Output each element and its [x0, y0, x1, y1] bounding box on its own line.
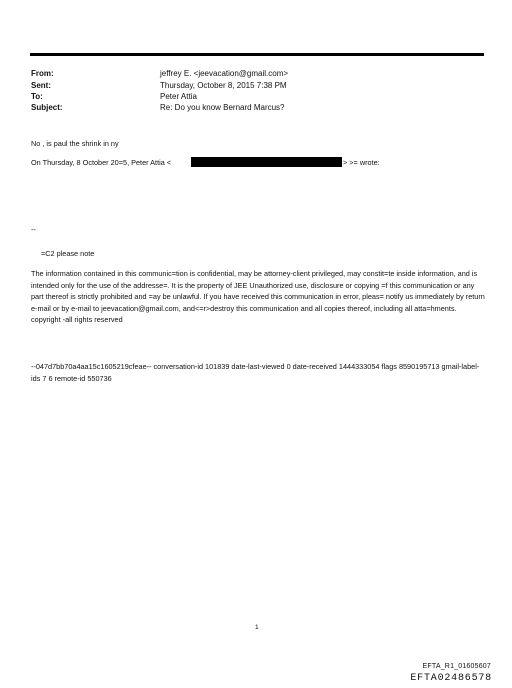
confidentiality-disclaimer: The information contained in this communic=tion is confidential, may be attorney-client privileged, may constit=te inside information, and is intended only for the use of the addresse=. It is the property of JEE Unauthorized use, disclosure or copying =f this communication or any part thereof is strictly prohibited and =ay be unlawful. If you have received this communication in error, pleas= notify us immediately by return e-mail or by e-mail to jeevacation@gmail.com, and<=r>destroy this communication and all copies thereof, including all atta=hments. copyright -all rights reserved: [31, 269, 485, 325]
message-metadata: --047d7bb70a4aa15c1605219cfeae-- conversation-id 101839 date-last-viewed 0 date-received 1444333054 flags 8590195713 gmail-label-ids 7 6 remote-id 550736: [31, 362, 480, 383]
quote-prefix: On Thursday, 8 October 20=5, Peter Attia <: [31, 158, 172, 167]
sent-value: Thursday, October 8, 2015 7:38 PM: [160, 81, 287, 90]
sent-label: Sent:: [31, 81, 51, 90]
to-value: Peter Attia: [160, 92, 197, 101]
from-value: jeffrey E. <jeevacation@gmail.com>: [160, 69, 289, 78]
bates-number-primary: EFTA_R1_01605607: [422, 663, 491, 670]
note-line: =C2 please note: [41, 249, 95, 258]
to-label: To:: [31, 92, 43, 101]
page-number: 1: [255, 624, 259, 631]
subject-value: Re: Do you know Bernard Marcus?: [160, 103, 285, 112]
redaction-block: [191, 157, 342, 167]
header-rule: [30, 53, 484, 56]
bates-number-secondary: EFTA02486578: [410, 673, 492, 684]
from-label: From:: [31, 69, 54, 78]
subject-label: Subject:: [31, 103, 63, 112]
quote-suffix: > >= wrote:: [343, 158, 380, 167]
signature-dashes: --: [31, 225, 36, 234]
reply-line: No , is paul the shrink in ny: [31, 139, 119, 148]
